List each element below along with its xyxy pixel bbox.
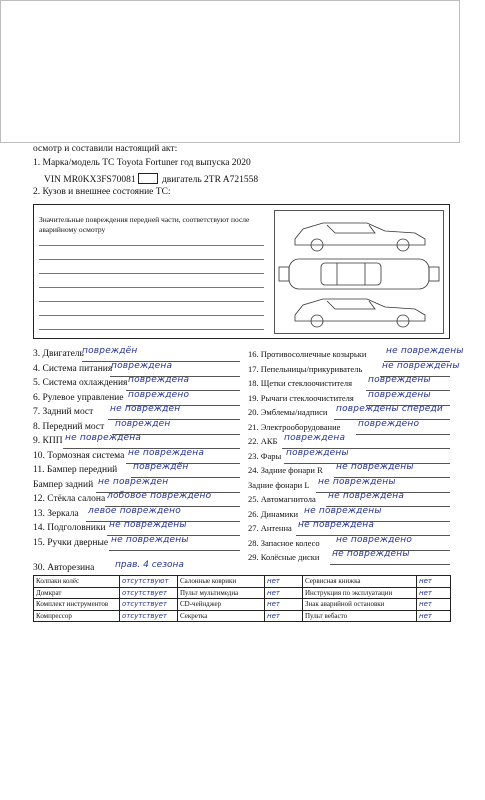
- inspection-item: 26. Динамики не повреждены: [248, 506, 382, 519]
- equipment-name: Секретка: [178, 610, 265, 622]
- inspection-item: 14. Подголовники не повреждены: [33, 520, 187, 533]
- damage-line: [39, 315, 264, 316]
- damage-label: Значительные повреждения передней части, соответствуют после аварийному осмотру: [39, 215, 250, 234]
- inspection-item: 24. Задние фонари R не повреждены: [248, 462, 414, 475]
- inspection-item: 25. Автомагнитола не повреждена: [248, 491, 405, 504]
- inspection-item: 18. Щетки стеклоочистителя повреждены: [248, 375, 431, 388]
- inspection-item: 28. Запасное колесо не повреждено: [248, 535, 413, 548]
- inspection-document: [0, 143, 485, 800]
- inspection-item: 21. Электрооборудование повреждено: [248, 419, 420, 432]
- equipment-value: нет: [417, 587, 451, 599]
- equipment-name: Колпаки колёс: [34, 576, 120, 588]
- vehicle-model-line: 1. Марка/модель ТС Toyota Fortuner год выпуска 2020: [33, 158, 251, 168]
- vin-line: [44, 173, 258, 185]
- equipment-value: нет: [417, 599, 451, 611]
- inspection-item: 22. АКБ повреждена: [248, 433, 346, 446]
- equipment-name: Комплект инструментов: [34, 599, 120, 611]
- damage-line: [39, 301, 264, 302]
- equipment-name: Компрессор: [34, 610, 120, 622]
- damage-section: [33, 204, 450, 339]
- inspection-item: 3. Двигатель повреждён: [33, 346, 138, 359]
- answer-line: [356, 434, 450, 435]
- equipment-name: Пульт вебасто: [303, 610, 417, 622]
- table-row: [34, 576, 451, 588]
- body-section-title: 2. Кузов и внешнее состояние ТС:: [33, 187, 171, 197]
- equipment-value: нет: [417, 576, 451, 588]
- engine-label: двигатель 2TR A721558: [161, 175, 259, 185]
- damage-line: [39, 259, 264, 260]
- equipment-name: Домкрат: [34, 587, 120, 599]
- inspection-item: 6. Рулевое управление повреждено: [33, 390, 190, 403]
- inspection-item: 5. Система охлаждения повреждена: [33, 375, 190, 388]
- equipment-value: отсутствует: [120, 610, 178, 622]
- equipment-name: Сервисная книжка: [303, 576, 417, 588]
- inspection-item: 11. Бампер передний повреждён: [33, 462, 189, 475]
- inspection-item: 17. Пепельницы/прикуриватель не повреждены: [248, 361, 460, 374]
- equipment-value: нет: [265, 599, 303, 611]
- equipment-value: нет: [265, 576, 303, 588]
- equipment-table: [33, 575, 451, 622]
- blank-cover-panel: [0, 0, 460, 143]
- equipment-value: нет: [265, 587, 303, 599]
- car-outline-drawing: [275, 211, 443, 333]
- inspection-item: Задние фонари L не повреждены: [248, 477, 396, 490]
- inspection-item: 19. Рычаги стеклоочистителя повреждены: [248, 390, 431, 403]
- inspection-item: 15. Ручки дверные не повреждены: [33, 535, 189, 548]
- inspection-item: 7. Задний мост не поврежден: [33, 404, 181, 417]
- answer-line: [109, 550, 240, 551]
- equipment-value: нет: [417, 610, 451, 622]
- equipment-value: отсутствуют: [120, 576, 178, 588]
- tire-value: прав. 4 сезона: [115, 560, 184, 570]
- inspection-item: 29. Колёсные диски не повреждены: [248, 549, 410, 562]
- table-row: [34, 599, 451, 611]
- equipment-name: Инструкция по эксплуатации: [303, 587, 417, 599]
- inspection-item: 4. Система питания повреждена: [33, 361, 173, 374]
- inspection-item: 12. Стёкла салона лобовое повреждено: [33, 491, 212, 504]
- inspection-item: 8. Передний мост повреждён: [33, 419, 171, 432]
- damage-line: [39, 329, 264, 330]
- tire-item: [33, 560, 184, 573]
- table-row: [34, 610, 451, 622]
- inspection-item: 27. Антенна не повреждена: [248, 520, 375, 533]
- damage-line: [39, 287, 264, 288]
- inspection-item: 16. Противосолнечные козырьки не повреждены: [248, 346, 464, 359]
- equipment-value: отсутствует: [120, 599, 178, 611]
- inspection-item: Бампер задний не поврежден: [33, 477, 169, 490]
- equipment-name: Знак аварийной остановки: [303, 599, 417, 611]
- inspection-item: 10. Тормозная система не повреждена: [33, 448, 205, 461]
- equipment-name: Пульт мультимедиа: [178, 587, 265, 599]
- intro-line: осмотр и составили настоящий акт:: [33, 144, 178, 154]
- equipment-name: Салонные коврики: [178, 576, 265, 588]
- vin-label: VIN MR0KX3FS70081: [44, 175, 136, 185]
- damage-line: [39, 273, 264, 274]
- equipment-name: CD-чейнджер: [178, 599, 265, 611]
- equipment-value: отсутствует: [120, 587, 178, 599]
- inspection-item: 20. Эмблемы/надписи повреждены спереди: [248, 404, 443, 417]
- damage-line: [39, 245, 264, 246]
- car-diagram: [274, 210, 444, 334]
- table-row: [34, 587, 451, 599]
- inspection-item: 9. КПП не повреждена: [33, 433, 142, 446]
- vin-redaction-box: [138, 173, 158, 184]
- equipment-value: нет: [265, 610, 303, 622]
- inspection-item: 13. Зеркала левое повреждено: [33, 506, 181, 519]
- inspection-item: 23. Фары повреждены: [248, 448, 349, 461]
- answer-line: [330, 564, 450, 565]
- tire-label: 30. Авторезина: [33, 563, 95, 573]
